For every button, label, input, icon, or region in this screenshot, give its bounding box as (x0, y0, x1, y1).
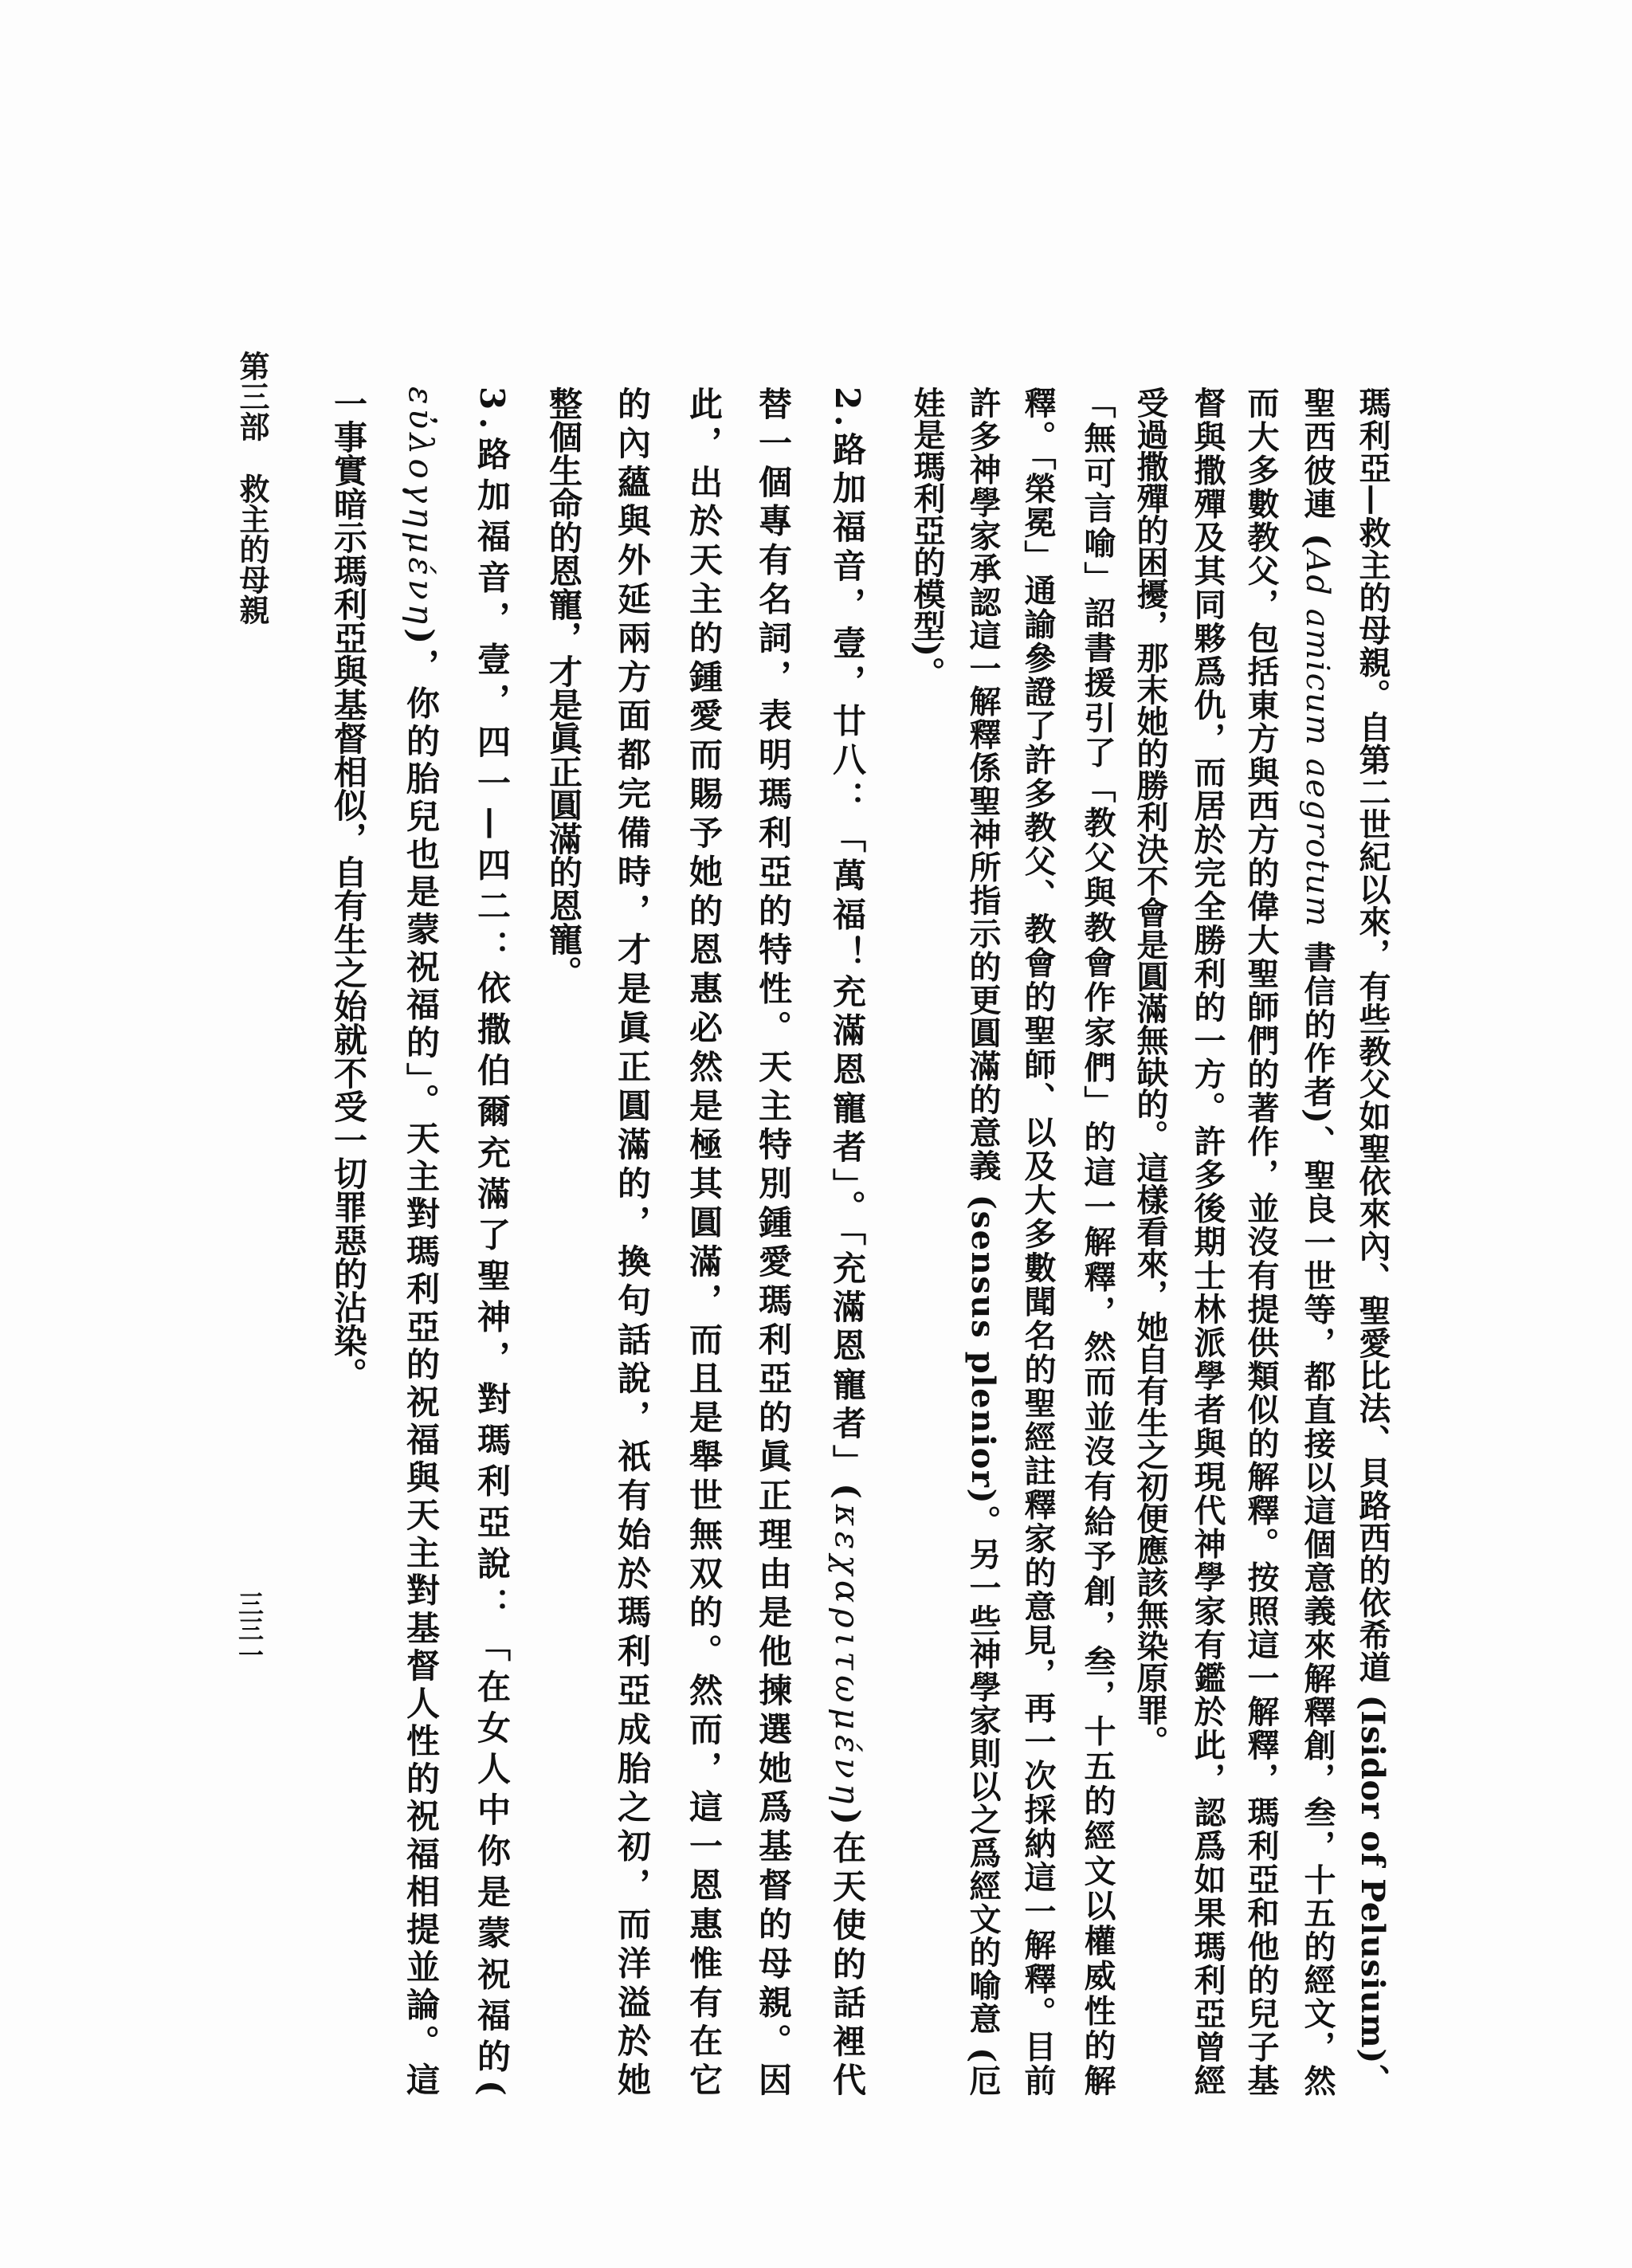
running-header (234, 351, 269, 625)
text-segment: 許多神學家承認這一解釋係聖神所指示的更圓滿的意義 (sensus plenior)。另一些神學家則以之爲經文的喻意 (厄 (964, 387, 1002, 2097)
italic-term: κεχαριτωμένη (828, 1504, 867, 1810)
text-column (1132, 387, 1169, 1757)
text-segment: 聖西彼連 ( (1299, 387, 1336, 551)
text-segment: 娃是瑪利亞的模型)。 (908, 387, 946, 689)
text-column (1242, 387, 1280, 2098)
text-segment: 「無可言喻」詔書援引了「教父與教會作家們」的這一解釋，然而並沒有給予創，叁，十五的經文以權威性的解 (1079, 387, 1116, 2099)
italic-term: Ad amicum aegrotum (1299, 550, 1336, 928)
text-segment: 2.路加福音，壹，廿八：「萬福！充滿恩寵者」。「充滿恩寵者」( (828, 387, 867, 1505)
text-segment: )，你的胎兒也是蒙祝福的」。天主對瑪利亞的祝福與天主對基督人性的祝福相提並論。這 (402, 628, 441, 2101)
header-chapter-title: 救主的母親 (234, 473, 269, 625)
text-column (1019, 387, 1057, 2098)
text-segment: 瑪利亞—救主的母親。自第二世紀以來，有些教父如聖依來內、聖愛比法、貝路西的依希道 (Isidor of Pelusium)、 (1354, 387, 1391, 2097)
text-segment: 3.路加福音，壹，四一—四二：依撒伯爾充滿了聖神，對瑪利亞說：「在女人中你是蒙祝福的( (473, 387, 512, 2104)
text-segment: 的內蘊與外延兩方面都完備時，才是眞正圓滿的，換句話說，祇有始於瑪利亞成胎之初，而洋溢於她 (613, 387, 652, 2102)
text-column (685, 387, 724, 2102)
text-segment: 此，出於天主的鍾愛而賜予她的恩惠必然是極其圓滿，而且是舉世無双的。然而，這一恩惠惟有在它 (685, 387, 724, 2102)
text-column (908, 387, 946, 689)
text-column (544, 387, 583, 989)
text-column (964, 387, 1002, 2097)
text-segment: )在天使的話裡代 (828, 1809, 867, 2101)
text-segment: 書信的作者)、聖良一世等，都直接以這個意義來解釋創，叁，十五的經文，然 (1299, 928, 1336, 2098)
text-column (402, 387, 441, 2101)
text-column (473, 387, 512, 2104)
text-column (754, 387, 793, 2102)
text-segment: 替一個專有名詞，表明瑪利亞的特性。天主特別鍾愛瑪利亞的眞正理由是他揀選她爲基督的母親。因 (754, 387, 793, 2102)
text-column (613, 387, 652, 2102)
page-number: 三三一 (234, 1591, 265, 1667)
text-segment: 釋。「榮冕」通諭參證了許多教父、教會的聖師、以及大多數聞名的聖經註釋家的意見，再一次採納這一解釋。目前 (1019, 387, 1057, 2098)
text-segment: 督與撒殫及其同夥爲仇，而居於完全勝利的一方。許多後期士林派學者與現代神學家有鑑於此，認爲如果瑪利亞曾經 (1189, 387, 1226, 2098)
text-column (1354, 387, 1391, 2097)
text-column (1299, 387, 1336, 2098)
text-segment: 而大多數教父，包括東方與西方的偉大聖師們的著作，並沒有提供類似的解釋。按照這一解釋，瑪利亞和他的兒子基 (1242, 387, 1280, 2098)
header-part: 第三部 (234, 351, 269, 441)
text-column (329, 387, 368, 1391)
italic-term: εὐλογημένη (402, 387, 441, 629)
text-column (1189, 387, 1226, 2098)
text-segment: 整個生命的恩寵，才是眞正圓滿的恩寵。 (544, 387, 583, 989)
text-column (828, 387, 867, 2101)
text-segment: 一事實暗示瑪利亞與基督相似，自有生之始就不受一切罪惡的沾染。 (329, 387, 368, 1391)
text-column (1079, 387, 1116, 2099)
text-segment: 受過撒殫的困擾，那末她的勝利決不會是圓滿無缺的。這樣看來，她自有生之初便應該無染原罪。 (1132, 387, 1169, 1757)
